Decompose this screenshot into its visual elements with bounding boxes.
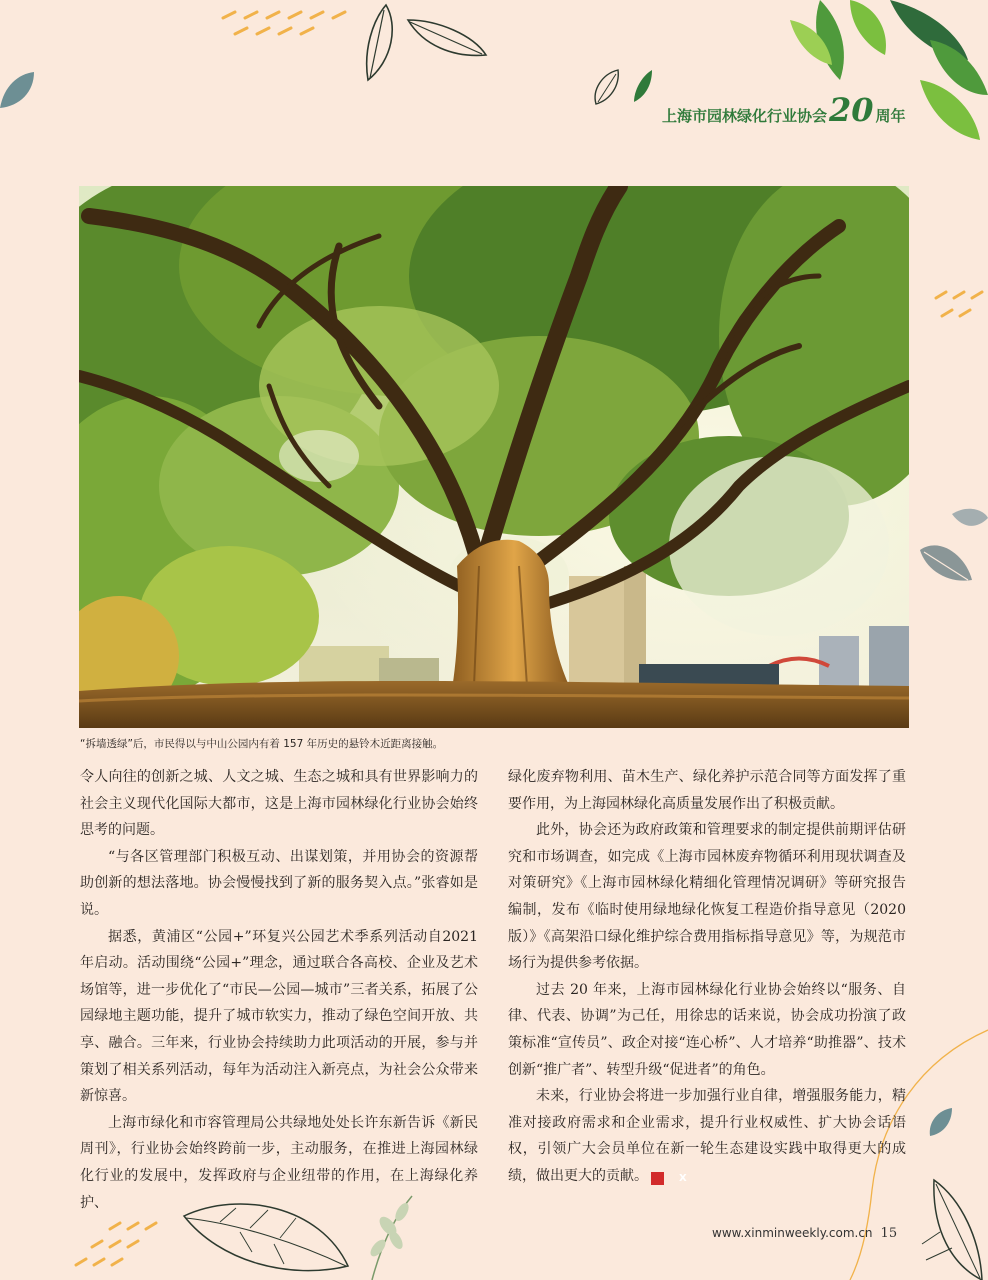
article-paragraph: “与各区管理部门积极互动、出谋划策，并用协会的资源帮助创新的想法落地。协会慢慢找到了新的服务契入点。”张睿如是说。: [80, 848, 478, 918]
magazine-section-header: [662, 91, 912, 130]
plane-tree-photo: [79, 186, 909, 728]
green-foliage-decoration: [780, 0, 988, 160]
article-paragraph: 过去 20 年来，上海市园林绿化行业协会始终以“服务、自律、代表、协调”为己任，用徐忠的话来说，协会成功扮演了政策标准“宣传员”、政企对接“连心桥”、人才培养“助推器”、技术创新“推广者”、转型升级“促进者”的角色。: [508, 981, 906, 1078]
small-leaf-decoration: [590, 62, 660, 112]
grey-leaf-decoration: [918, 500, 988, 620]
footer-url: www.xinminweekly.com.cn: [712, 1226, 873, 1240]
dash-pattern-decoration: [928, 280, 988, 330]
article-final-paragraph: [508, 1083, 906, 1189]
end-mark-icon: X: [651, 1172, 664, 1185]
header-anniversary-number: 20: [829, 91, 874, 129]
outline-leaf-decoration: [358, 0, 498, 90]
dash-pattern-decoration: [70, 1215, 180, 1280]
photo-caption: “拆墙透绿”后，市民得以与中山公园内有着 157 年历史的悬铃木近距离接触。: [80, 738, 444, 750]
header-title-suffix: 周年: [875, 107, 906, 125]
article-paragraph: 绿化废弃物利用、苗木生产、绿化养护示范合同等方面发挥了重要作用，为上海园林绿化高质量发展作出了积极贡献。: [508, 769, 906, 812]
article-paragraph-text: 未来，行业协会将进一步加强行业自律，增强服务能力，精准对接政府需求和企业需求，提升行业权威性、扩大协会话语权，引领广大会员单位在新一轮生态建设实践中取得更大的成绩，做出更大的贡献。: [508, 1088, 906, 1184]
teal-leaf-decoration: [0, 70, 38, 112]
header-title-text: 上海市园林绿化行业协会: [662, 107, 828, 125]
article-right-column: [508, 764, 906, 1190]
article-paragraph: 据悉，黄浦区“公园+”环复兴公园艺术季系列活动自2021 年启动。活动围绕“公园+”理念，通过联合各高校、企业及艺术场馆等，进一步优化了“市民—公园—城市”三者关系，拓展了公园绿地主题功能，提升了城市软实力，推动了绿色空间开放、共享、融合。三年来，行业协会持续助力此项活动的开展，参与并策划了相关系列活动，每年为活动注入新亮点，为社会公众带来新惊喜。: [80, 928, 478, 1105]
article-left-column: [80, 764, 478, 1216]
article-paragraph: 令人向往的创新之城、人文之城、生态之城和具有世界影响力的社会主义现代化国际大都市，这是上海市园林绿化行业协会始终思考的问题。: [80, 769, 478, 839]
article-paragraph: 此外，协会还为政府政策和管理要求的制定提供前期评估研究和市场调查，如完成《上海市园林废弃物循环利用现状调查及对策研究》《上海市园林绿化精细化管理情况调研》等研究报告编制，发布《临时使用绿地绿化恢复工程造价指导意见（2020 版）》《高架沿口绿化维护综合费用指标指导意见》等，为规范市场行为提供参考依据。: [508, 822, 906, 972]
page-footer: [712, 1226, 912, 1241]
article-paragraph: 上海市绿化和市容管理局公共绿地处处长许东新告诉《新民周刊》，行业协会始终跨前一步，主动服务，在推进上海园林绿化行业的发展中，发挥政府与企业纽带的作用，在上海绿化养护、: [80, 1114, 478, 1211]
dash-pattern-decoration: [215, 0, 365, 42]
page-number: 15: [880, 1226, 898, 1241]
outline-leaf-decoration: [912, 1170, 988, 1280]
